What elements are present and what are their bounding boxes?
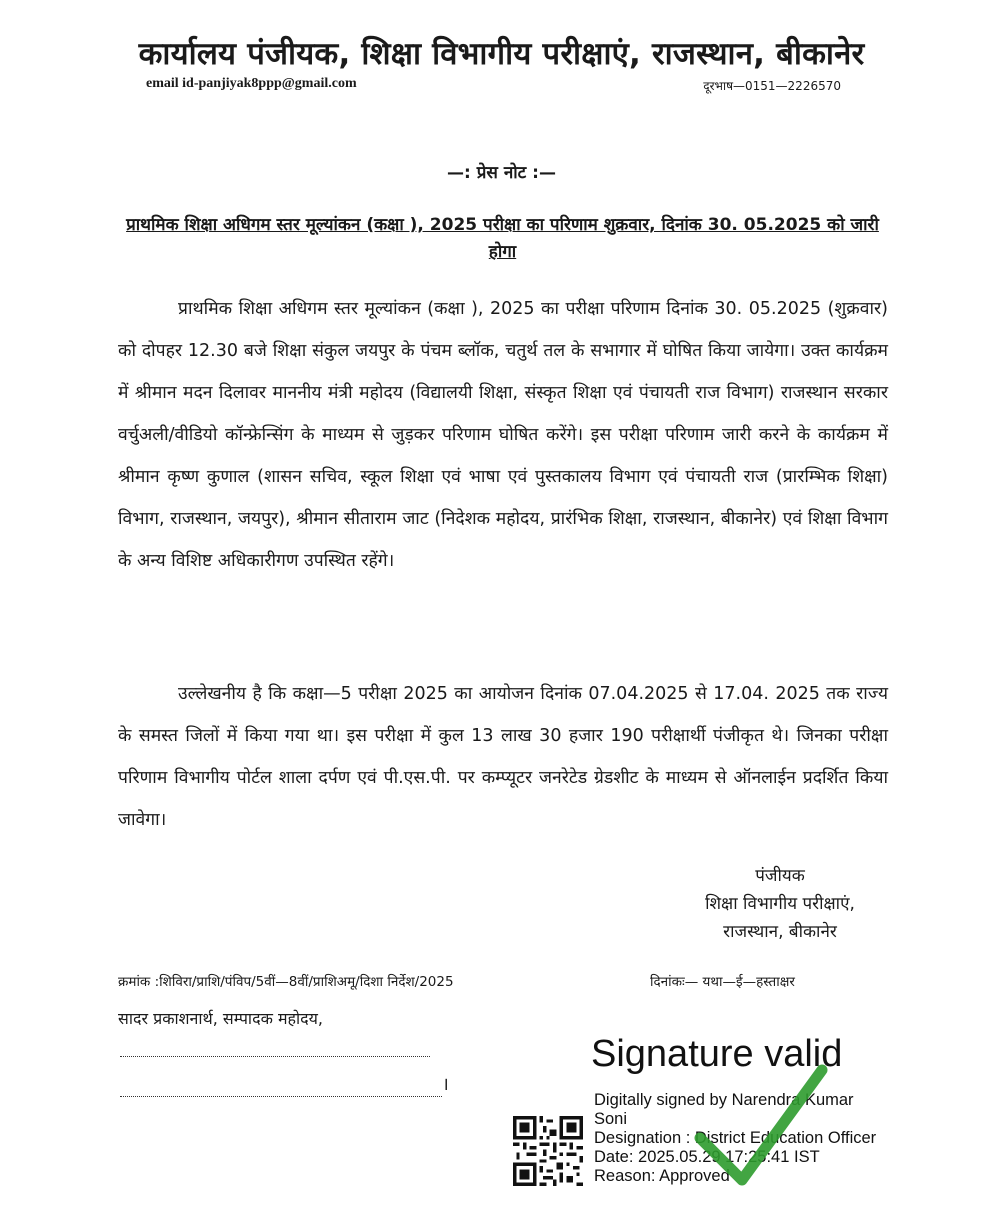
forwarding-line: सादर प्रकाशनार्थ, सम्पादक महोदय,	[118, 1009, 324, 1028]
address-line-2	[120, 1082, 442, 1097]
address-line-1	[120, 1042, 430, 1057]
address-end-mark: ।	[442, 1074, 449, 1095]
signatory-title: पंजीयक	[755, 866, 805, 886]
body-paragraph-1: प्राथमिक शिक्षा अधिगम स्तर मूल्यांकन (कक्षा ), 2025 का परीक्षा परिणाम दिनांक 30. 05.2025 (शुक्रवार) को दोपहर 12.30 बजे शिक्षा संकुल जयपुर के पंचम ब्लॉक, चतुर्थ तल के सभागार में घोषित किया जायेगा। उक्त कार्यक्रम में श्रीमान मदन दिलावर माननीय मंत्री महोदय (विद्यालयी शिक्षा, संस्कृत शिक्षा एवं पंचायती राज विभाग) राजस्थान सरकार वर्चुअली/वीडियो कॉन्फ्रेन्सिंग के माध्यम से जुड़कर परिणाम घोषित करेंगे। इस परीक्षा परिणाम जारी करने के कार्यक्रम में श्रीमान कृष्ण कुणाल (शासन सचिव, स्कूल शिक्षा एवं भाषा एवं पुस्तकालय विभाग एवं पंचायती राज (प्रारम्भिक शिक्षा) विभाग, राजस्थान, जयपुर), श्रीमान सीताराम जाट (निदेशक महोदय, प्रारंभिक शिक्षा, राजस्थान, बीकानेर) एवं शिक्षा विभाग के अन्य विशिष्ट अधिकारीगण उपस्थित रहेंगे।	[118, 299, 888, 571]
signed-by-cont: Soni	[594, 1110, 628, 1128]
office-email: email id-panjiyak8ppp@gmail.com	[146, 76, 357, 91]
signature-date: Date: 2025.05.29 17:25:41 IST	[594, 1148, 820, 1166]
checkmark-icon	[690, 1060, 830, 1190]
signatory-office: शिक्षा विभागीय परीक्षाएं,	[705, 894, 855, 914]
signatory-block	[650, 862, 910, 946]
qr-code-icon	[513, 1116, 583, 1186]
office-phone: दूरभाष—0151—2226570	[703, 79, 841, 93]
reference-number: क्रमांक :शिविरा/प्राशि/पंविप/5वीं—8वीं/प्राशिअमू/दिशा निर्देश/2025	[118, 974, 454, 990]
body-paragraph-2: उल्लेखनीय है कि कक्षा—5 परीक्षा 2025 का आयोजन दिनांक 07.04.2025 से 17.04. 2025 तक राज्य के समस्त जिलों में किया गया था। इस परीक्षा में कुल 13 लाख 30 हजार 190 परीक्षार्थी पंजीकृत थे। जिनका परीक्षा परिणाम विभागीय पोर्टल शाला दर्पण एवं पी.एस.पी. पर कम्प्यूटर जनरेटेड ग्रेडशीट के माध्यम से ऑनलाईन प्रदर्शित किया जावेगा।	[118, 684, 888, 830]
signature-status: Signature valid	[591, 1033, 843, 1075]
signed-by: Digitally signed by Narendra Kumar	[594, 1091, 854, 1109]
office-title: कार्यालय पंजीयक, शिक्षा विभागीय परीक्षाएं, राजस्थान, बीकानेर	[138, 36, 865, 72]
signatory-location: राजस्थान, बीकानेर	[723, 922, 837, 942]
subject-line: प्राथमिक शिक्षा अधिगम स्तर मूल्यांकन (कक्षा ), 2025 परीक्षा का परिणाम शुक्रवार, दिनांक 30. 05.2025 को जारी होगा	[126, 215, 879, 262]
reference-date: दिनांकः— यथा—ई—हस्ताक्षर	[650, 974, 795, 990]
signature-reason: Reason: Approved	[594, 1167, 730, 1185]
signer-designation: Designation : District Education Officer	[594, 1129, 877, 1147]
press-note-heading: —: प्रेस नोट :—	[447, 163, 556, 183]
